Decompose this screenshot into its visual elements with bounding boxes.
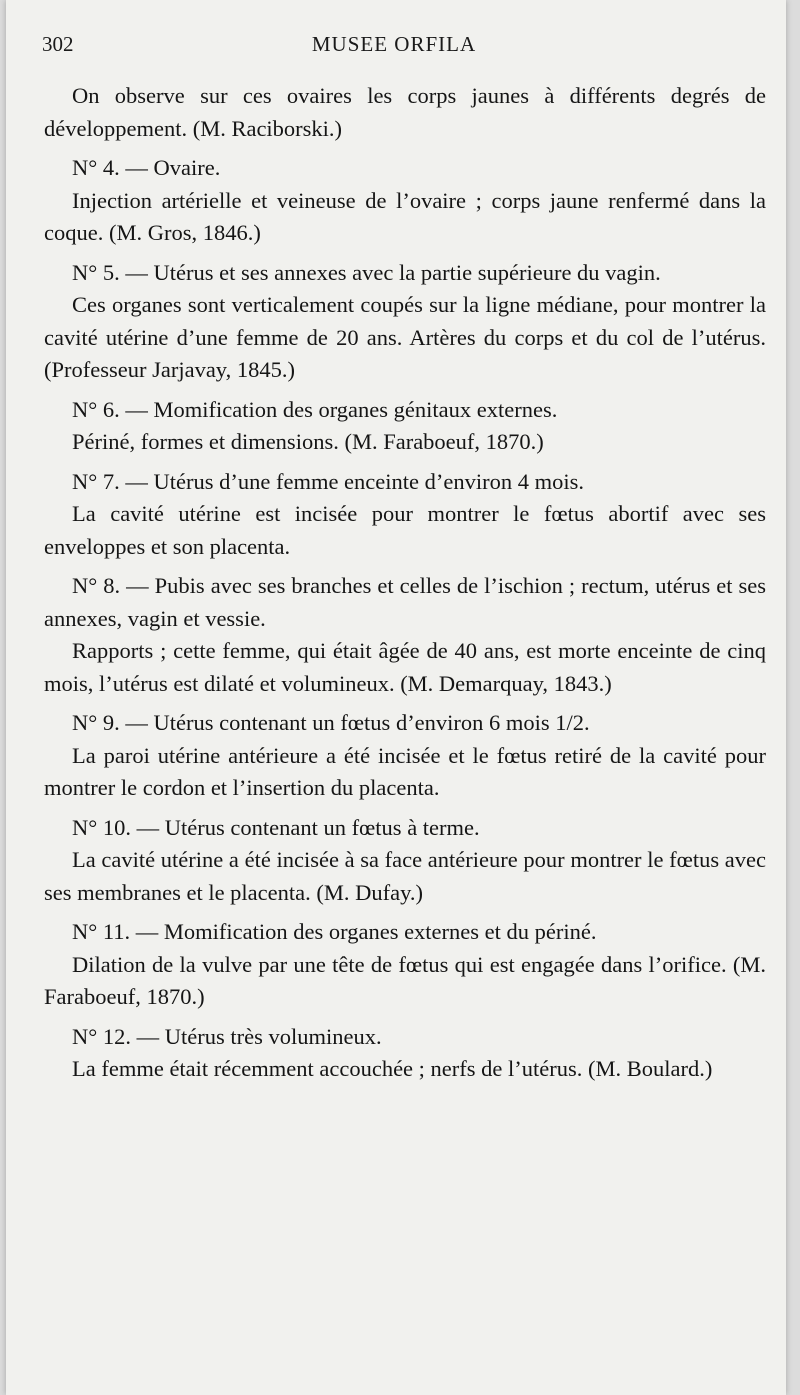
paragraph: Périné, formes et dimensions. (M. Faraboeuf, 1870.) [72,429,544,454]
page-body [44,80,766,1086]
entry-heading: N° 8. — Pubis avec ses branches et celles de l’ischion ; rectum, utérus et ses annexes, vagin et vessie. [44,573,766,631]
paragraph: Dilation de la vulve par une tête de fœtus qui est engagée dans l’orifice. (M. Faraboeuf, 1870.) [44,951,766,1009]
entry-heading: N° 10. — Utérus contenant un fœtus à terme. [72,814,480,840]
paragraph: On observe sur ces ovaires les corps jaunes à différents degrés de développement. (M. Raciborski.) [44,83,766,141]
running-title: MUSEE ORFILA [311,32,477,56]
page-header [42,32,746,62]
paragraph: La cavité utérine est incisée pour montrer le fœtus abortif avec ses enveloppes et son placenta. [44,501,766,559]
paragraph: Rapports ; cette femme, qui était âgée de 40 ans, est morte enceinte de cinq mois, l’utérus est dilaté et volumineux. (M. Demarquay, 1843.) [44,638,766,696]
paragraph: La paroi utérine antérieure a été incisée et le fœtus retiré de la cavité pour montrer le cordon et l’insertion du placenta. [44,742,766,800]
entry-heading: N° 5. — Utérus et ses annexes avec la partie supérieure du vagin. [72,259,661,285]
entry-heading: N° 4. — Ovaire. [72,155,221,180]
paragraph: La cavité utérine a été incisée à sa face antérieure pour montrer le fœtus avec ses membranes et le placenta. (M. Dufay.) [44,847,766,905]
paragraph: La femme était récemment accouchée ; nerfs de l’utérus. (M. Boulard.) [72,1056,713,1081]
entry-heading: N° 7. — Utérus d’une femme enceinte d’environ 4 mois. [72,468,584,494]
book-page [6,0,786,1395]
page-number: 302 [42,32,74,56]
entry-heading: N° 9. — Utérus contenant un fœtus d’environ 6 mois 1/2. [72,710,590,735]
entry-heading: N° 6. — Momification des organes génitaux externes. [72,396,558,422]
paragraph: Ces organes sont verticalement coupés sur la ligne médiane, pour montrer la cavité utérine d’une femme de 20 ans. Artères du corps et du col de l’utérus. (Professeur Jarjavay, 1845.) [44,292,766,382]
entry-heading: N° 11. — Momification des organes externes et du périné. [72,919,597,944]
entry-heading: N° 12. — Utérus très volumineux. [72,1023,382,1049]
paragraph: Injection artérielle et veineuse de l’ovaire ; corps jaune renfermé dans la coque. (M. Gros, 1846.) [44,187,766,245]
